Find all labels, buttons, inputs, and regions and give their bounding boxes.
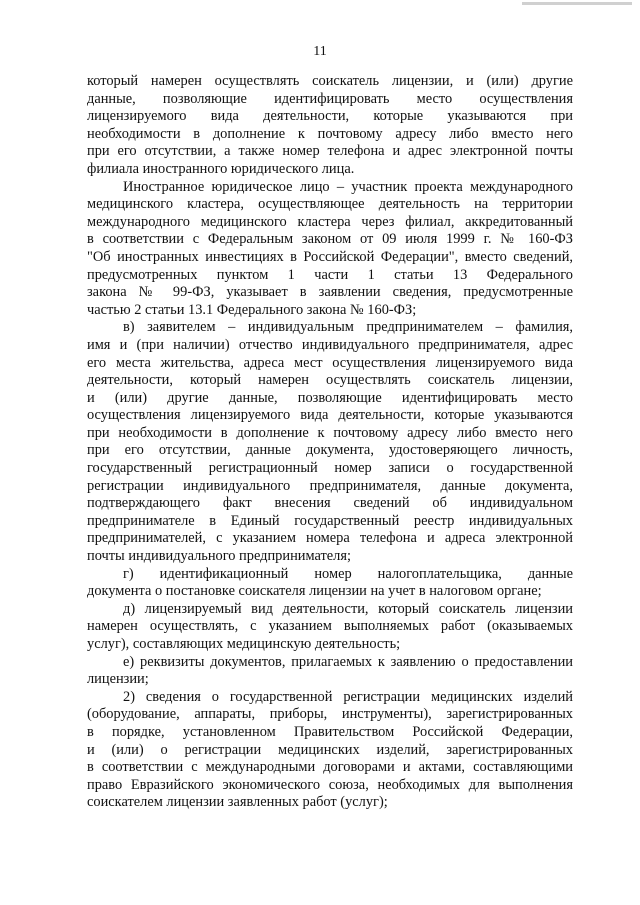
paragraph	[87, 601, 573, 654]
text-line: который намерен осуществлять соискатель лицензии, и (или) другие	[87, 73, 573, 89]
text-line: г) идентификационный номер налогоплательщика, данные	[123, 565, 573, 582]
paragraph	[87, 654, 573, 689]
text-line: филиала иностранного юридического лица.	[87, 160, 355, 177]
text-line: в соответствии с международными договорами и актами, составляющими	[87, 759, 573, 776]
text-line: при необходимости в дополнение к почтовому адресу либо вместо него	[87, 424, 573, 441]
text-line: международного медицинского кластера через филиал, аккредитованный	[87, 213, 573, 230]
document-body	[87, 73, 573, 812]
text-line: и (или) другие данные, позволяющие идентифицировать место	[87, 389, 573, 406]
text-line: при его отсутствии, данные документа, удостоверяющего личность,	[87, 442, 573, 459]
text-line: д) лицензируемый вид деятельности, который соискатель лицензии	[123, 600, 573, 617]
text-line: документа о постановке соискателя лицензии на учет в налоговом органе;	[87, 583, 542, 600]
text-line: лицензируемого вида деятельности, которые указываются при	[87, 108, 573, 125]
text-line: почты индивидуального предпринимателя;	[87, 548, 351, 565]
text-line: е) реквизиты документов, прилагаемых к заявлению о предоставлении	[123, 653, 573, 670]
text-line: предпринимателе в Единый государственный реестр индивидуальных	[87, 512, 573, 529]
text-line: регистрации индивидуального предпринимателя, данные документа,	[87, 477, 573, 494]
text-line: в) заявителем – индивидуальным предпринимателем – фамилия,	[123, 319, 573, 336]
text-line: имя и (при наличии) отчество индивидуального предпринимателя, адрес	[87, 336, 573, 353]
text-line: осуществления лицензируемого вида деятельности, которые указываются	[87, 407, 573, 424]
text-line: Иностранное юридическое лицо – участник проекта международного	[123, 178, 573, 195]
page-number: 11	[313, 44, 327, 59]
text-line: медицинского кластера, осуществляющее деятельность на территории	[87, 196, 573, 213]
text-line: "Об иностранных инвестициях в Российской Федерации", вместо сведений,	[87, 248, 573, 265]
text-line: лицензии;	[87, 671, 149, 688]
text-line: закона № 99-ФЗ, указывает в заявлении сведения, предусмотренные	[87, 284, 573, 301]
paragraph	[87, 73, 573, 179]
text-line: в порядке, установленном Правительством Российской Федерации,	[87, 723, 573, 740]
text-line: при его отсутствии, а также номер телефона и адрес электронной почты	[87, 143, 573, 160]
paragraph	[87, 566, 573, 601]
paragraph	[87, 319, 573, 565]
text-line: деятельности, который намерен осуществлять соискатель лицензии,	[87, 372, 573, 389]
scan-edge-mark	[522, 2, 632, 5]
text-line: в соответствии с Федеральным законом от 09 июля 1999 г. № 160-ФЗ	[87, 231, 573, 248]
text-line: услуг), составляющих медицинскую деятельность;	[87, 636, 401, 652]
paragraph	[87, 689, 573, 812]
text-line: право Евразийского экономического союза, необходимых для выполнения	[87, 776, 573, 793]
paragraph	[87, 179, 573, 320]
text-line: (оборудование, аппараты, приборы, инструменты), зарегистрированных	[87, 706, 573, 723]
text-line: данные, позволяющие идентифицировать место осуществления	[87, 90, 573, 107]
text-line: и (или) о регистрации медицинских изделий, зарегистрированных	[87, 741, 573, 758]
text-line: намерен осуществлять, с указанием выполняемых работ (оказываемых	[87, 618, 573, 635]
text-line: 2) сведения о государственной регистрации медицинских изделий	[123, 688, 573, 705]
text-line: предпринимателей, с указанием номера телефона и адреса электронной	[87, 530, 573, 547]
text-line: его места жительства, адреса мест осуществления лицензируемого вида	[87, 354, 573, 371]
text-line: необходимости в дополнение к почтовому адресу либо вместо него	[87, 125, 573, 142]
text-line: соискателем лицензии заявленных работ (услуг);	[87, 794, 388, 811]
text-line: предусмотренных пунктом 1 части 1 статьи 13 Федерального	[87, 266, 573, 283]
text-line: частью 2 статьи 13.1 Федерального закона № 160-ФЗ;	[87, 301, 417, 318]
text-line: государственный регистрационный номер записи о государственной	[87, 460, 573, 477]
text-line: подтверждающего факт внесения сведений об индивидуальном	[87, 495, 573, 512]
